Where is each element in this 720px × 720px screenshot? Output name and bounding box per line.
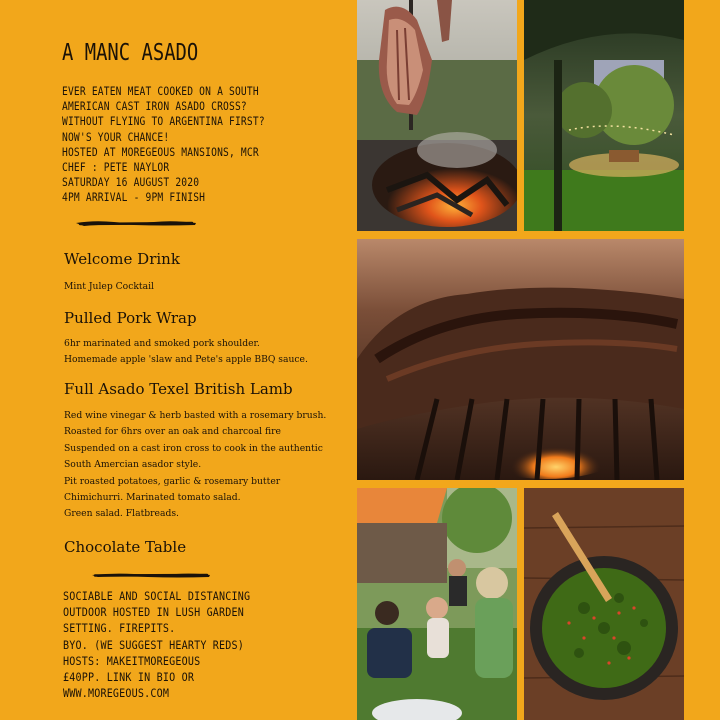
menu-pulled-pork-body (64, 336, 364, 369)
footer-line: HOSTS: MAKEITMOREGEOUS (63, 654, 201, 668)
menu-line: Homemade apple 'slaw and Pete's apple BBQ sauce. (64, 354, 308, 366)
event-intro (62, 84, 362, 206)
intro-line: CHEF : PETE NAYLOR (62, 161, 170, 175)
menu-welcome-drink-title: Welcome Drink (64, 250, 180, 268)
menu-line: Red wine vinegar & herb basted with a rosemary brush. (64, 410, 327, 421)
asado-cross-fire-photo (357, 0, 517, 231)
footer-line: BYO. (WE SUGGEST HEARTY REDS) (63, 638, 245, 652)
intro-line: SATURDAY 16 AUGUST 2020 (62, 176, 200, 190)
intro-line: WITHOUT FLYING TO ARGENTINA FIRST? (62, 115, 265, 129)
menu-pulled-pork-title: Pulled Pork Wrap (64, 309, 197, 327)
footer-line: SOCIABLE AND SOCIAL DISTANCING (63, 590, 251, 603)
footer-line: £40PP. LINK IN BIO OR (63, 671, 195, 685)
footer-line: OUTDOOR HOSTED IN LUSH GARDEN (63, 606, 245, 620)
footer-line: WWW.MOREGEOUS.COM (63, 687, 170, 701)
garden-party-guests-photo (357, 488, 517, 720)
intro-line: AMERICAN CAST IRON ASADO CROSS? (62, 100, 247, 114)
brush-stroke-divider (74, 218, 198, 226)
intro-line: HOSTED AT MOREGEOUS MANSIONS, MCR (62, 145, 259, 159)
intro-line: NOW'S YOUR CHANCE! (62, 130, 170, 144)
intro-line: 4PM ARRIVAL - 9PM FINISH (62, 191, 206, 205)
menu-line: Roasted for 6hrs over an oak and charcoal fire (64, 426, 281, 438)
menu-line: Pit roasted potatoes, garlic & rosemary butter (64, 475, 281, 487)
event-title: A MANC ASADO (62, 40, 199, 66)
menu-line: Green salad. Flatbreads. (64, 508, 179, 520)
menu-lamb-body (64, 408, 364, 523)
brush-stroke-divider (90, 570, 212, 578)
menu-line: Chimichurri. Marinated tomato salad. (64, 492, 241, 504)
event-flyer-text-panel (0, 0, 356, 720)
grilled-meat-closeup-photo (357, 239, 684, 480)
event-details-footer (63, 589, 363, 702)
chimichurri-bowl-photo (524, 488, 684, 720)
intro-line: EVER EATEN MEAT COOKED ON A SOUTH (62, 85, 259, 98)
menu-line: South Amercian asador style. (64, 459, 202, 471)
menu-welcome-drink-body (64, 279, 364, 295)
menu-line: Mint Julep Cocktail (64, 281, 154, 292)
garden-evening-photo (524, 0, 684, 231)
menu-lamb-title: Full Asado Texel British Lamb (64, 380, 293, 398)
menu-line: Suspended on a cast iron cross to cook in the authentic (64, 442, 323, 454)
menu-chocolate-title: Chocolate Table (64, 538, 187, 556)
footer-line: SETTING. FIREPITS. (63, 622, 176, 636)
menu-line: 6hr marinated and smoked pork shoulder. (64, 338, 260, 349)
